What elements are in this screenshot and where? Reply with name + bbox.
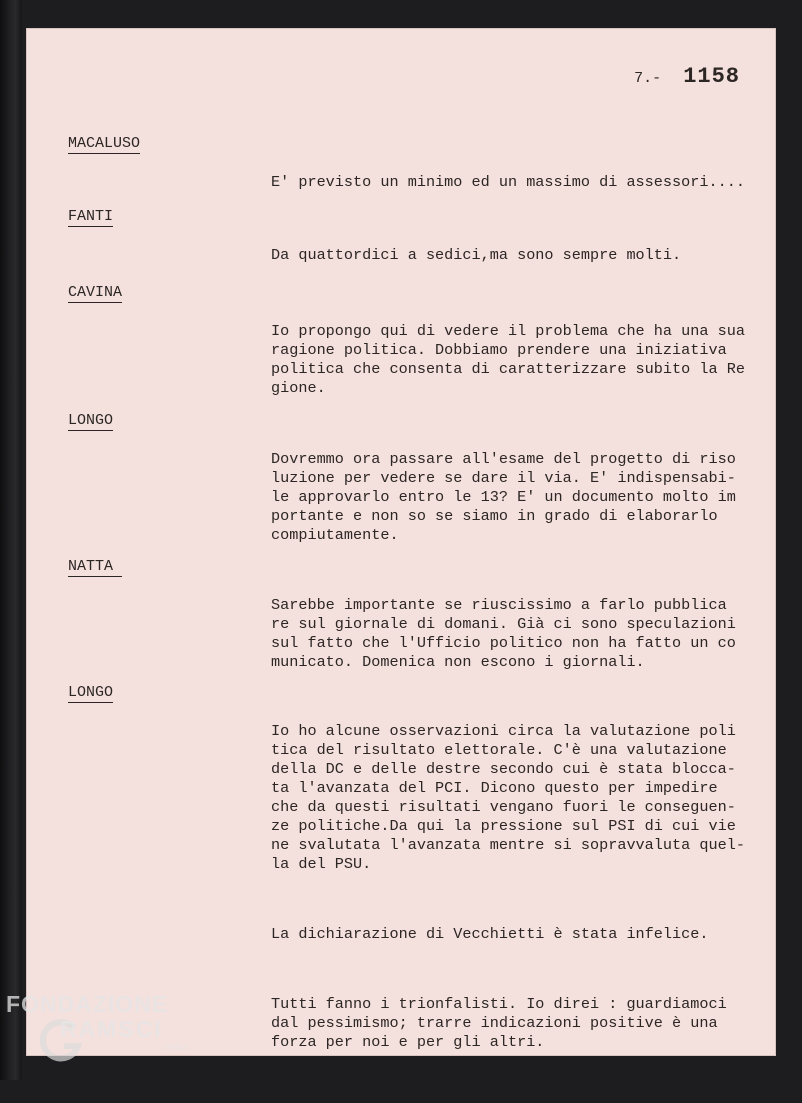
speaker-name: LONGO — [68, 684, 114, 701]
speaker-name: LONGO — [68, 412, 114, 429]
binder-edge — [0, 0, 22, 1080]
watermark-line-1: FONDAZIONE — [6, 991, 169, 1017]
section-number: 7.- — [634, 70, 662, 87]
page-number: 1158 — [683, 64, 740, 89]
speech-paragraph: Da quattordici a sedici,ma sono sempre molti. — [271, 246, 682, 264]
speech-paragraph: Dovremmo ora passare all'esame del progetto di riso luzione per vedere se dare il via. E' indispensabi- le approvarlo entro le 13? E' un documento molto im portante e non so se siamo in grado di elaborarlo compiutamente. — [271, 450, 736, 544]
archive-watermark — [6, 992, 188, 1054]
speaker-name: MACALUSO — [68, 135, 141, 152]
speech-paragraph: Tutti fanno i trionfalisti. Io direi : guardiamoci dal pessimismo; trarre indicazioni positive è una forza per noi e per gli altri. — [271, 995, 727, 1051]
speaker-name: CAVINA — [68, 284, 123, 301]
document-page — [26, 28, 776, 1056]
watermark-line-2: RAMSCI — [60, 1016, 163, 1042]
speaker-name: NATTA — [68, 558, 123, 575]
speech-paragraph: La dichiarazione di Vecchietti è stata infelice. — [271, 925, 709, 943]
speech-text — [271, 684, 771, 1103]
speech-paragraph: E' previsto un minimo ed un massimo di assessori.... — [271, 173, 745, 191]
speech-paragraph: Sarebbe importante se riuscissimo a farlo pubblica re sul giornale di domani. Già ci sono speculazioni sul fatto che l'Ufficio politico non ha fatto un co municato. Domenica non escono i giornali. — [271, 596, 736, 671]
page-number-block — [634, 64, 740, 89]
speech-paragraph: Io ho alcune osservazioni circa la valutazione poli tica del risultato elettorale. C'è una valutazione della DC e delle destre secondo cui è stata blocca- ta l'avanzata del PCI. Dicono questo per impedire che da questi risultati vengano fuori le conseguen- ze politiche.Da qui la pressione sul PSI di cui vie ne svalutata l'avanzata mentre si sopravvaluta quel- la del PSU. — [271, 722, 745, 873]
watermark-line-3: onlus — [164, 1042, 188, 1053]
speech-paragraph: Io propongo qui di vedere il problema che ha una sua ragione politica. Dobbiamo prendere una iniziativa politica che consenta di caratterizzare subito la Re gione. — [271, 322, 745, 397]
speaker-name: FANTI — [68, 208, 114, 225]
